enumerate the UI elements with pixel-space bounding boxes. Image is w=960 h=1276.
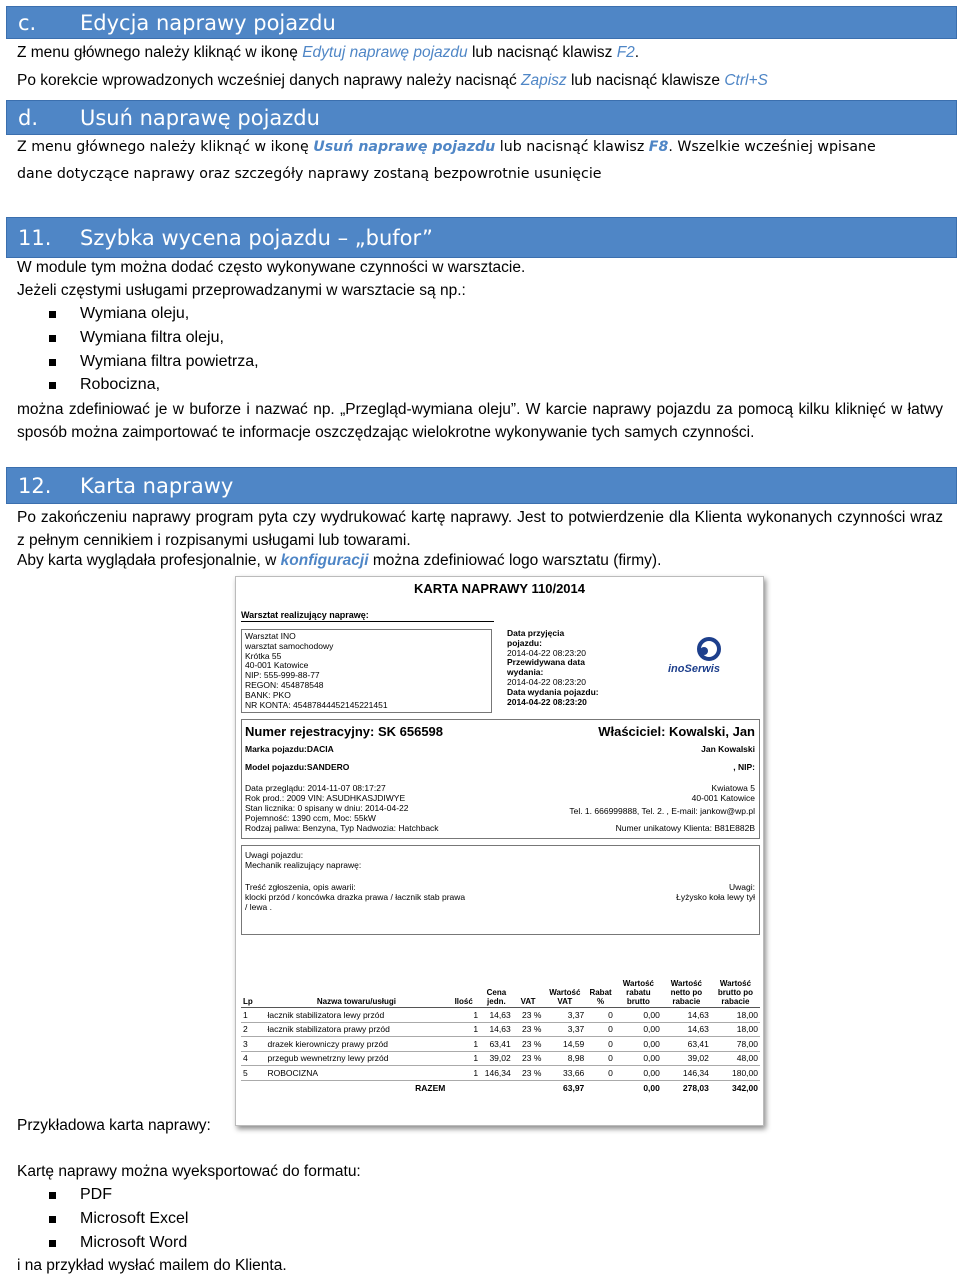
section-number: 11. xyxy=(18,225,52,250)
odometer: Stan licznika: 0 spisany w dniu: 2014-04-22 xyxy=(245,803,409,813)
table-row xyxy=(241,1008,760,1023)
text: można zdefiniować logo warsztatu (firmy). xyxy=(368,552,662,569)
report-text: / lewa . xyxy=(245,902,272,912)
notes-label: Uwagi pojazdu: xyxy=(245,850,304,860)
owner-name: Jan Kowalski xyxy=(701,744,755,754)
key-ctrl-s: Ctrl+S xyxy=(724,72,768,89)
list-item-label: Microsoft Excel xyxy=(80,1210,189,1227)
text: Po korekcie wprowadzonych wcześniej danych naprawy należy nacisnąć xyxy=(17,72,522,89)
text: lub nacisnąć klawisz xyxy=(467,44,617,61)
workshop-box xyxy=(241,629,492,713)
table-row xyxy=(241,1051,760,1066)
key-f8: F8 xyxy=(648,139,669,155)
bullet-icon xyxy=(49,1216,56,1223)
report-text: klocki przód / koncówka drazka prawa / łacznik stab prawa xyxy=(245,892,466,902)
production-year: Rok prod.: 2009 VIN: ASUDHKASJDIWYE xyxy=(245,793,406,803)
workshop-line: NIP: 555-999-88-77 xyxy=(245,670,320,681)
table-cell: 1 xyxy=(447,1022,480,1037)
vehicle-make: Marka pojazdu:DACIA xyxy=(245,744,334,754)
bullet-icon xyxy=(49,1192,56,1199)
list-item-label: PDF xyxy=(80,1186,112,1203)
table-cell: 4 xyxy=(241,1051,266,1066)
link-save[interactable]: Zapisz xyxy=(521,72,567,89)
table-cell: 180,00 xyxy=(711,1066,760,1081)
engine: Pojemność: 1390 ccm, Moc: 55kW xyxy=(245,813,376,823)
list-item-label: Wymiana oleju, xyxy=(80,305,190,322)
owner-address-1: Kwiatowa 5 xyxy=(711,783,755,793)
table-cell: drazek kierowniczy prawy przód xyxy=(266,1037,448,1052)
paragraph xyxy=(17,139,876,155)
link-edit-repair[interactable]: Edytuj naprawę pojazdu xyxy=(302,44,468,61)
table-cell: ROBOCIZNA xyxy=(266,1066,448,1081)
workshop-line: NR KONTA: 45487844452145221451 xyxy=(245,699,388,710)
date-plan-label: Przewidywana data wydania: xyxy=(507,657,585,678)
list-item-label: Wymiana filtra powietrza, xyxy=(80,353,259,370)
table-cell: 5 xyxy=(241,1066,266,1081)
paragraph: W module tym można dodać często wykonywane czynności w warsztacie. xyxy=(17,259,526,276)
bullet-icon xyxy=(49,311,56,318)
image-caption: Przykładowa karta naprawy: xyxy=(17,1117,211,1134)
vehicle-info-box xyxy=(241,719,760,839)
section-number: 12. xyxy=(18,473,52,498)
list-item-label: Microsoft Word xyxy=(80,1234,188,1251)
text: Aby karta wyglądała profesjonalnie, w xyxy=(17,552,281,569)
table-header-row xyxy=(241,978,760,1008)
table-cell: 14,59 xyxy=(543,1037,586,1052)
text: lub nacisnąć klawisz xyxy=(495,139,649,155)
table-cell: 1 xyxy=(241,1008,266,1023)
table-cell: 23 % xyxy=(513,1022,544,1037)
table-cell: 14,63 xyxy=(662,1022,711,1037)
col-header: Rabat % xyxy=(586,978,615,1008)
workshop-line: REGON: 454878548 xyxy=(245,679,324,690)
table-row xyxy=(241,1037,760,1052)
list-item xyxy=(49,305,189,323)
section-header-c xyxy=(6,6,957,39)
total-row xyxy=(241,1080,760,1095)
col-header: Nazwa towaru/usługi xyxy=(266,978,448,1008)
text: . xyxy=(634,44,640,61)
owner-contact: Tel. 1. 666999888, Tel. 2. , E-mail: jankow@wp.pl xyxy=(569,806,755,816)
date-out: 2014-04-22 08:23:20 xyxy=(507,696,587,707)
table-cell: łacznik stabilizatora lewy przód xyxy=(266,1008,448,1023)
table-cell: 39,02 xyxy=(480,1051,513,1066)
table-cell: 0 xyxy=(586,1022,615,1037)
table-cell: 14,63 xyxy=(480,1022,513,1037)
date-plan: 2014-04-22 08:23:20 xyxy=(507,676,586,687)
table-cell: 0,00 xyxy=(615,1022,662,1037)
col-header: VAT xyxy=(513,978,544,1008)
table-cell: 1 xyxy=(447,1008,480,1023)
date-out-label: Data wydania pojazdu: xyxy=(507,687,599,697)
table-cell: 23 % xyxy=(513,1066,544,1081)
paragraph: Po zakończeniu naprawy program pyta czy wydrukować kartę naprawy. Jest to potwierdzenie dla Klienta wykonanych czynności wraz z pełnym cennikiem i rozpisanymi usługami lub towarami. xyxy=(17,509,943,549)
table-cell: łacznik stabilizatora prawy przód xyxy=(266,1022,448,1037)
section-header-d xyxy=(6,100,957,135)
table-row xyxy=(241,1066,760,1081)
notes-box xyxy=(241,845,760,935)
workshop-label: Warsztat realizujący naprawę: xyxy=(241,610,494,622)
owner-address-2: 40-001 Katowice xyxy=(691,793,755,803)
items-table xyxy=(241,978,760,1095)
table-cell: 3,37 xyxy=(543,1022,586,1037)
section-number: c. xyxy=(18,10,37,35)
table-cell: 18,00 xyxy=(711,1008,760,1023)
table-cell: 0,00 xyxy=(615,1051,662,1066)
paragraph: można zdefiniować je w buforze i nazwać np. „Przegląd-wymiana oleju”. W karcie naprawy pojazdu za pomocą kilku kliknięć w łatwy sposób można zaimportować te informacje oszczędzając wielokrotne wykonywanie tych samych czynności. xyxy=(17,401,943,441)
section-header-11 xyxy=(6,217,957,258)
owner: Właściciel: Kowalski, Jan xyxy=(598,724,755,739)
date-in-label: Data przyjęcia pojazdu: xyxy=(507,628,565,648)
section-title: Usuń naprawę pojazdu xyxy=(80,105,320,130)
list-item xyxy=(49,353,259,371)
dates-box xyxy=(507,629,595,688)
key-f2: F2 xyxy=(616,44,635,61)
out-date-box xyxy=(507,688,599,708)
paragraph xyxy=(17,552,661,570)
col-header: Wartość brutto po rabacie xyxy=(711,978,760,1008)
paragraph xyxy=(17,166,602,182)
col-header: Wartość rabatu brutto xyxy=(615,978,662,1008)
col-header: Lp xyxy=(241,978,266,1008)
table-cell: przegub wewnetrzny lewy przód xyxy=(266,1051,448,1066)
date-in: 2014-04-22 08:23:20 xyxy=(507,647,586,658)
paragraph xyxy=(17,72,768,90)
table-cell: 0,00 xyxy=(615,1008,662,1023)
workshop-line: Krótka 55 xyxy=(245,650,282,661)
paragraph xyxy=(17,44,639,62)
link-configuration[interactable]: konfiguracji xyxy=(280,552,369,569)
total-discount: 0,00 xyxy=(643,1082,660,1093)
table-cell: 78,00 xyxy=(711,1037,760,1052)
table-cell: 14,63 xyxy=(662,1008,711,1023)
section-number: d. xyxy=(18,105,39,130)
paragraph: i na przykład wysłać mailem do Klienta. xyxy=(17,1257,287,1274)
table-cell: 18,00 xyxy=(711,1022,760,1037)
table-cell: 2 xyxy=(241,1022,266,1037)
table-cell: 23 % xyxy=(513,1008,544,1023)
table-cell: 0 xyxy=(586,1066,615,1081)
table-cell: 1 xyxy=(447,1051,480,1066)
table-cell: 48,00 xyxy=(711,1051,760,1066)
table-cell: 0 xyxy=(586,1008,615,1023)
total-vat: 63,97 xyxy=(563,1082,585,1093)
text: . Wszelkie wcześniej wpisane xyxy=(668,139,876,155)
owner-nip: , NIP: xyxy=(733,762,755,772)
table-cell: 0 xyxy=(586,1037,615,1052)
table-cell: 33,66 xyxy=(543,1066,586,1081)
bullet-icon xyxy=(49,359,56,366)
fuel-type: Rodzaj paliwa: Benzyna, Typ Nadwozia: Hatchback xyxy=(245,823,439,833)
col-header: Cena jedn. xyxy=(480,978,513,1008)
table-cell: 0,00 xyxy=(615,1037,662,1052)
table-cell: 0,00 xyxy=(615,1066,662,1081)
table-cell: 146,34 xyxy=(480,1066,513,1081)
bullet-icon xyxy=(49,1240,56,1247)
text: Z menu głównego należy kliknąć w ikonę xyxy=(17,44,303,61)
text: dane dotyczące naprawy oraz szczegóły naprawy zostaną bezpowrotnie usunięcie xyxy=(17,166,602,182)
table-cell: 3,37 xyxy=(543,1008,586,1023)
total-label: RAZEM xyxy=(415,1082,446,1093)
list-item xyxy=(49,329,224,347)
table-cell: 63,41 xyxy=(662,1037,711,1052)
list-item xyxy=(49,1234,187,1252)
list-item xyxy=(49,376,160,394)
mechanic-label: Mechanik realizujący naprawę: xyxy=(245,860,362,870)
table-cell: 1 xyxy=(447,1037,480,1052)
workshop-line: 40-001 Katowice xyxy=(245,660,309,671)
notes-right-label: Uwagi: xyxy=(729,882,755,892)
inspection-date: Data przeglądu: 2014-11-07 08:17:27 xyxy=(245,783,386,793)
table-cell: 14,63 xyxy=(480,1008,513,1023)
table-cell: 23 % xyxy=(513,1037,544,1052)
text: lub nacisnąć klawisze xyxy=(566,72,725,89)
list-item xyxy=(49,1210,188,1228)
list-item-label: Wymiana filtra oleju, xyxy=(80,329,224,346)
total-gross: 342,00 xyxy=(732,1082,758,1093)
list-item xyxy=(49,1186,112,1204)
table-cell: 39,02 xyxy=(662,1051,711,1066)
table-cell: 63,41 xyxy=(480,1037,513,1052)
repair-card-image xyxy=(235,576,764,1126)
section-title: Szybka wycena pojazdu – „bufor” xyxy=(80,225,433,250)
notes-right: Łyżysko koła lewy tył xyxy=(676,892,755,902)
registration-number: Numer rejestracyjny: SK 656598 xyxy=(245,724,444,739)
bullet-icon xyxy=(49,335,56,342)
list-item-label: Robocizna, xyxy=(80,376,161,393)
total-net: 278,03 xyxy=(682,1082,709,1093)
section-header-12 xyxy=(6,467,957,504)
section-title: Edycja naprawy pojazdu xyxy=(80,10,336,35)
section-title: Karta naprawy xyxy=(80,473,234,498)
col-header: Ilość xyxy=(447,978,480,1008)
col-header: Wartość netto po rabacie xyxy=(662,978,711,1008)
text: Z menu głównego należy kliknąć w ikonę xyxy=(17,139,314,155)
table-cell: 0 xyxy=(586,1051,615,1066)
logo-text: inoSerwis xyxy=(668,663,720,675)
paragraph: Jeżeli częstymi usługami przeprowadzanymi w warsztacie są np.: xyxy=(17,282,466,299)
col-header: Wartość VAT xyxy=(543,978,586,1008)
workshop-line: BANK: PKO xyxy=(245,689,291,700)
table-cell: 23 % xyxy=(513,1051,544,1066)
table-cell: 146,34 xyxy=(662,1066,711,1081)
card-title: KARTA NAPRAWY 110/2014 xyxy=(414,581,585,596)
report-label: Treść zgłoszenia, opis awarii: xyxy=(245,882,356,892)
table-cell: 1 xyxy=(447,1066,480,1081)
workshop-line: Warsztat INO xyxy=(245,631,296,641)
table-row xyxy=(241,1022,760,1037)
bullet-icon xyxy=(49,382,56,389)
paragraph: Kartę naprawy można wyeksportować do formatu: xyxy=(17,1163,361,1180)
workshop-line: warsztat samochodowy xyxy=(245,640,334,651)
client-number: Numer unikatowy Klienta: B81E882B xyxy=(615,823,755,833)
vehicle-model: Model pojazdu:SANDERO xyxy=(245,762,350,772)
table-cell: 3 xyxy=(241,1037,266,1052)
link-delete-repair[interactable]: Usuń naprawę pojazdu xyxy=(313,139,496,155)
table-cell: 8,98 xyxy=(543,1051,586,1066)
